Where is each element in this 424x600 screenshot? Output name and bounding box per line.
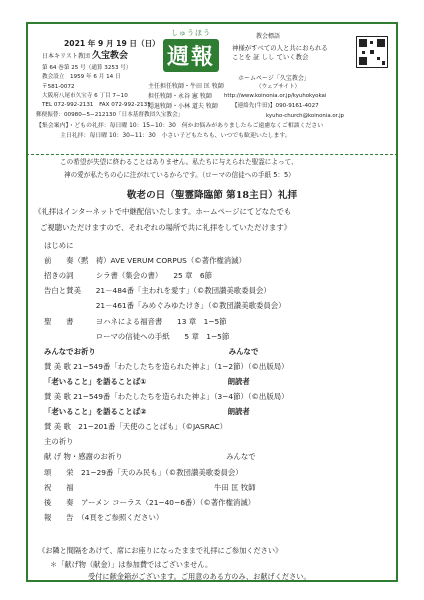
homepage-sub: （ウェブサイト） xyxy=(256,84,301,90)
postal-code: 〒581-0072 xyxy=(42,84,75,90)
order-item: 「老いること」を語ることば② 朗読者 xyxy=(44,407,250,417)
qr-code-icon xyxy=(356,36,388,68)
address: 大阪府八尾市久宝寺 6 丁目 7−10 xyxy=(42,93,128,99)
church-name: 久宝教会 xyxy=(92,51,129,61)
order-item: みんなでお祈り みんなで xyxy=(44,346,259,356)
homepage-label: ホームページ「久宝教会」 xyxy=(238,75,310,82)
order-item: 「老いること」を語ることば① 朗読者 xyxy=(44,376,250,386)
issue-number: 第 64 巻第 25 号（通算 3253 号） xyxy=(42,65,132,71)
announcement-line-1: 《礼拝はインターネットで中継配信いたします。ホームページにてどなたでも xyxy=(34,207,292,216)
order-item: はじめに xyxy=(44,241,74,250)
motto-label: 教会標語 xyxy=(256,33,281,40)
minister-1: 主任担任牧師・牛田 匡 牧師 xyxy=(148,83,224,90)
order-item: ローマの信徒への手紙 5 章 1−5節 xyxy=(44,331,230,341)
order-item: 21－461番「みめぐみゆたけき」（©教団讃美歌委員会） xyxy=(44,301,286,311)
service-title: 敬老の日（聖霊降臨節 第18主日）礼拝 xyxy=(126,190,298,201)
tel-fax: TEL 072-992-2131 FAX 072-992-2135 xyxy=(42,102,151,108)
order-item: 招きの詞 シラ書（集会の書） 25 章 6節 xyxy=(44,271,212,281)
contact-email[interactable]: kyuho-church@koinonia.or.jp xyxy=(266,113,344,119)
intro-verse-2: 神の愛が私たちの心に注がれているからです。（ローマの信徒への手紙 5：5） xyxy=(64,171,295,179)
footer-note-2: ＊「献げ物（献金）」は参加費ではございません。 xyxy=(50,560,213,569)
order-item: 賛 美 歌 21−201番「天使のことばも」（©JASRAC） xyxy=(44,422,228,432)
homepage-url[interactable]: http://www.koinonia.or.jp/kyuhokyokai xyxy=(224,93,327,99)
masthead-title: 週報 xyxy=(163,39,219,72)
contact-phone: 【連絡先(牛田)】090-9161-4027 xyxy=(232,103,319,109)
order-item: 主の祈り xyxy=(44,437,74,447)
postal-transfer: 郵便振替：00980−5−212130「日本基督教団久宝教会」 xyxy=(36,112,184,118)
intro-verse-1: この希望が失望に終わることはありません。私たちに与えられた聖霊によって、 xyxy=(60,158,298,166)
gathering-info: 【集会案内】・どもの礼拝：毎日曜 10：15−10：30 何かお悩みがありましたらご遠慮なくご相談ください xyxy=(36,123,324,129)
announcement-line-2: ご視聴いただけますので、それぞれの場所で共に礼拝をしていただけます》 xyxy=(40,223,292,232)
order-item: 賛 美 歌 21−549番「わたしたちを造られた神よ」（3−4節）（©出版局） xyxy=(44,392,289,401)
footer-note-1: 《お隣と間隔をあけて、席にお座りになったままで礼拝にご参加ください》 xyxy=(38,546,283,555)
order-item: 前 奏（黙 祷）AVE VERUM CORPUS（©著作権消滅） xyxy=(44,256,246,266)
header-divider xyxy=(26,154,398,155)
order-item: 祝 福 牛田 匡 牧師 xyxy=(44,482,256,492)
order-item: 報 告 （4頁をご参照ください） xyxy=(44,512,164,522)
church-motto xyxy=(232,44,328,63)
order-item: 告白と賛美 21－484番「主われを愛す」（©教団讃美歌委員会） xyxy=(44,286,271,296)
order-item: 献 げ 物・感謝のお祈り みんなで xyxy=(44,452,256,462)
footer-note-3: 受付に献金箱がございます。ご用意のある方のみ、お献げください。 xyxy=(88,572,311,581)
order-item: 頌 栄 21−29番「天のみ民も」（©教団讃美歌委員会） xyxy=(44,467,243,477)
motto-line-1: 神様がすべての人と共におられる xyxy=(232,44,328,52)
issue-date: 2021 年 9 月 19 日（日） xyxy=(64,39,160,48)
founded-date: 教会設立 1959 年 6 月 14 日 xyxy=(42,74,121,80)
masthead-ruby: しゅうほう xyxy=(171,29,211,37)
worship-info: 主日礼拝：毎日曜 10：30−11：30 小さい子どもたちも、いつでも歓迎いたします。 xyxy=(60,133,291,139)
order-item: 聖 書 ヨハネによる福音書 13 章 1−5節 xyxy=(44,316,227,326)
minister-2: 担任牧師・永谷 憲 牧師 xyxy=(148,93,212,100)
order-item: 賛 美 歌 21−549番「わたしたちを造られた神よ」（1−2節）（©出版局） xyxy=(44,361,289,371)
masthead xyxy=(163,28,219,72)
motto-line-2: ことを 証 しし ていく教会 xyxy=(232,53,309,62)
minister-3: 隠退牧師・小林 道夫 牧師 xyxy=(148,103,218,110)
order-item: 後 奏 アーメン コーラス（21−40−6番）（©著作権消滅） xyxy=(44,497,256,507)
church-affiliation: 日本キリスト教団 xyxy=(42,53,90,60)
